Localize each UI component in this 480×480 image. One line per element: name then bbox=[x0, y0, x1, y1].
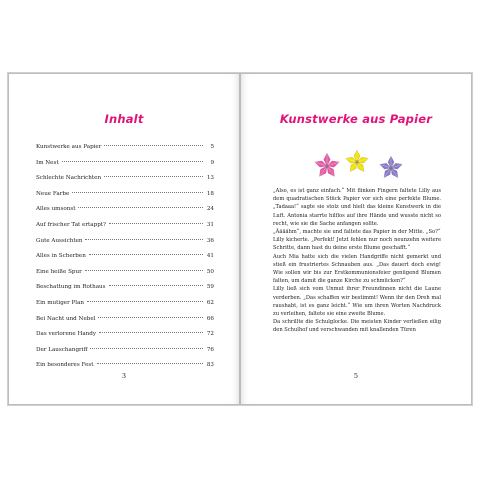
toc-entry bbox=[36, 171, 214, 187]
right-page bbox=[240, 73, 472, 405]
toc-entry bbox=[36, 234, 214, 250]
toc-entry-page: 66 bbox=[206, 315, 214, 322]
paper-flower bbox=[315, 153, 340, 177]
toc-entry bbox=[36, 249, 214, 265]
toc-entry bbox=[36, 312, 214, 328]
toc-entry-page: 76 bbox=[206, 346, 214, 353]
chapter-title: Kunstwerke aus Papier bbox=[279, 112, 433, 126]
paper-flower bbox=[380, 156, 403, 178]
chapter-text bbox=[273, 187, 441, 335]
toc-title: Inhalt bbox=[104, 112, 144, 126]
paper-flower bbox=[346, 150, 369, 172]
toc-entry-title: Alles in Scherben bbox=[36, 253, 86, 260]
toc-entry bbox=[36, 202, 214, 218]
toc-entry bbox=[36, 280, 214, 296]
flower-center bbox=[389, 166, 393, 170]
toc-entry-title: Im Nest bbox=[36, 159, 59, 166]
toc-leader-dots bbox=[104, 144, 203, 146]
toc-entry-page: 9 bbox=[210, 159, 214, 166]
toc-entry-page: 31 bbox=[206, 221, 214, 228]
toc-entry-page: 72 bbox=[206, 331, 214, 338]
toc-leader-dots bbox=[78, 206, 203, 208]
toc-entry-page: 18 bbox=[206, 190, 214, 197]
toc-entry bbox=[36, 156, 214, 172]
toc-entry bbox=[36, 187, 214, 203]
toc-entry-page: 62 bbox=[206, 299, 214, 306]
flower-center bbox=[325, 164, 329, 168]
left-page bbox=[8, 73, 240, 405]
toc-entry-page: 41 bbox=[206, 253, 214, 260]
toc-entry bbox=[36, 343, 214, 359]
toc-leader-dots bbox=[109, 222, 203, 224]
toc-leader-dots bbox=[99, 331, 203, 333]
toc-leader-dots bbox=[85, 269, 203, 271]
toc-entry-page: 36 bbox=[206, 237, 214, 244]
toc-entry-title: Schlechte Nachrichten bbox=[36, 175, 102, 182]
toc-leader-dots bbox=[98, 316, 203, 318]
toc-entry-page: 83 bbox=[206, 362, 214, 369]
story-paragraph: Lilly ließ sich vom Unmut ihrer Freundinnen nicht die Laune verderben. „Das schaffen wir bestimmt! Wenn ihr den Dreh mal raushabt, ist es ganz leicht.“ Wie um ihren Worten Nachdruck zu verleihen, faltete sie eine zweite Blume. bbox=[273, 286, 441, 318]
toc-entry-page: 59 bbox=[206, 284, 214, 291]
toc-leader-dots bbox=[72, 191, 203, 193]
toc-entry-title: Alles umsonst bbox=[36, 206, 76, 213]
toc-entry bbox=[36, 327, 214, 343]
toc-leader-dots bbox=[104, 175, 203, 177]
toc-entry-title: Bei Nacht und Nebel bbox=[36, 315, 96, 322]
toc-entry-page: 5 bbox=[210, 144, 214, 150]
toc-leader-dots bbox=[90, 347, 203, 349]
toc-entry-title: Neue Farbe bbox=[36, 190, 70, 197]
toc-entry-title: Beschattung im Rothaus bbox=[36, 284, 106, 291]
toc-entry-page: 50 bbox=[206, 268, 214, 275]
left-page-number: 3 bbox=[121, 372, 127, 380]
toc-leader-dots bbox=[87, 300, 203, 302]
toc-leader-dots bbox=[62, 160, 203, 162]
toc-entry-title: Das verlorene Handy bbox=[36, 331, 97, 338]
toc-leader-dots bbox=[85, 238, 203, 240]
flower-center bbox=[355, 160, 359, 164]
toc-entry-title: Auf frischer Tat ertappt? bbox=[36, 221, 107, 228]
story-paragraph: „Also, es ist ganz einfach.“ Mit flinken Fingern faltete Lilly aus dem quadratischen Stück Papier vor sich eine perfekte Blume. „Tadaaa!“ sagte sie stolz und hielt das kleine Kunstwerk in die Luft. Antonia starrte hilflos auf ihre Hände und wusste nicht so recht, wie sie die Sache anfangen sollte. bbox=[273, 188, 441, 227]
toc-entry-title: Ein mutiger Plan bbox=[36, 299, 85, 306]
story-paragraph: Auch Mia hatte sich die vielen Handgriffe nicht gemerkt und stieß ein frustriertes Schnauben aus. „Das dauert doch ewig! Wie sollen wir bis zur Erstkommunionsfeier genügend Blumen falten, um damit die ganze Kirche zu schmücken?“ bbox=[273, 253, 441, 285]
toc-entry-title: Kunstwerke aus Papier bbox=[36, 144, 102, 150]
toc-entry bbox=[36, 140, 214, 156]
story-paragraph: Da schrillte die Schulglocke. Die meisten Kinder verließen eilig den Schulhof und verschwanden mit knallenden Türen bbox=[273, 319, 441, 334]
toc-entry-title: Gute Aussichten bbox=[36, 237, 83, 244]
toc-leader-dots bbox=[97, 362, 203, 364]
toc-entry-page: 13 bbox=[206, 175, 214, 182]
toc-entry-title: Ein besonderes Fest bbox=[36, 362, 94, 369]
story-paragraph: „Äääähm“, machte sie und faltete das Papier in der Mitte. „So?“ bbox=[273, 229, 441, 236]
toc-entry-title: Eine heiße Spur bbox=[36, 268, 82, 275]
table-of-contents bbox=[36, 140, 214, 374]
toc-entry bbox=[36, 218, 214, 234]
toc-entry-title: Der Lauschangriff bbox=[36, 346, 88, 353]
toc-entry-page: 24 bbox=[206, 206, 214, 213]
toc-leader-dots bbox=[109, 284, 203, 286]
right-page-number: 5 bbox=[353, 372, 359, 380]
toc-leader-dots bbox=[89, 253, 203, 255]
paper-flowers-illustration bbox=[241, 148, 473, 188]
story-paragraph: Lilly kicherte. „Perfekt! Jetzt fehlen nur noch neunzehn weitere Schritte, dann hast du deine erste Blume geschafft.“ bbox=[273, 237, 441, 252]
toc-entry bbox=[36, 265, 214, 281]
toc-entry bbox=[36, 296, 214, 312]
